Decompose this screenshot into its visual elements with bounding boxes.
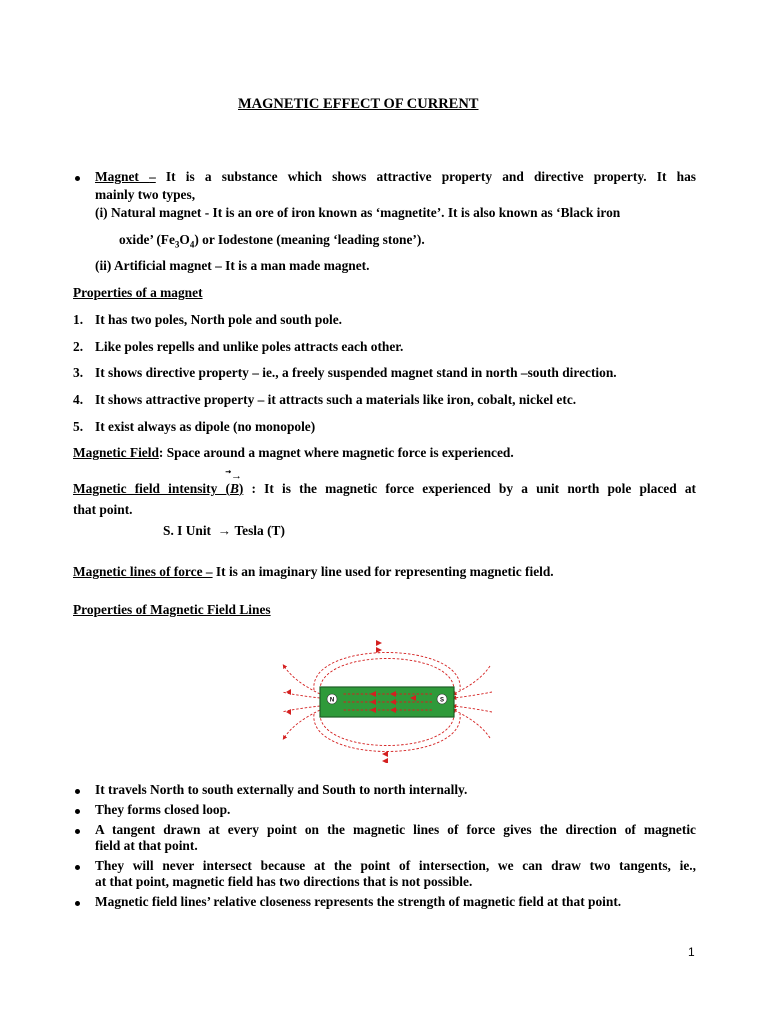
south-pole-label: S — [439, 697, 445, 704]
field-line-property-line: Magnetic field lines’ relative closeness represents the strength of magnetic field at that point. — [95, 894, 622, 909]
magnetic-field-term: Magnetic Field — [73, 445, 159, 460]
field-line-property-line: They will never intersect because at the point of intersection, we can draw two tangents, ie., — [95, 858, 696, 873]
north-pole-label: N — [329, 697, 335, 704]
si-unit-value: Tesla (T) — [234, 523, 285, 538]
page-number: 1 — [688, 945, 695, 959]
subscript-4: 4 — [189, 239, 195, 250]
bullet-dot — [75, 176, 80, 181]
si-unit-label: S. I Unit — [163, 523, 211, 538]
b-vector-symbol — [229, 470, 242, 496]
magnetic-field-text: : Space around a magnet where magnetic force is experienced. — [158, 445, 514, 460]
bullet-dot — [75, 789, 80, 794]
magnet-types-intro: mainly two types, — [95, 187, 196, 202]
natural-text-c: ) or Iodestone (meaning ‘leading stone’). — [194, 232, 425, 247]
lines-of-force-text: It is an imaginary line used for representing magnetic field. — [212, 564, 554, 579]
magnet-definition — [95, 169, 696, 185]
property-item: It has two poles, North pole and south pole. — [95, 312, 343, 327]
page-title: MAGNETIC EFFECT OF CURRENT — [238, 96, 479, 112]
magnet-dash: – — [149, 169, 156, 184]
property-item: It exist always as dipole (no monopole) — [95, 419, 316, 434]
natural-text-a: oxide’ (Fe — [119, 232, 175, 247]
property-item: It shows attractive property – it attracts such a materials like iron, cobalt, nickel etc. — [95, 392, 577, 407]
natural-magnet-line1: (i) Natural magnet - It is an ore of iron known as ‘magnetite’. It is also known as ‘Black iron — [95, 205, 621, 220]
bullet-dot — [75, 809, 80, 814]
properties-heading: Properties of a magnet — [73, 285, 203, 300]
field-line-property-line: A tangent drawn at every point on the magnetic lines of force gives the direction of magnetic — [95, 822, 696, 837]
property-number: 3. — [73, 365, 84, 380]
property-item: Like poles repells and unlike poles attracts each other. — [95, 339, 404, 354]
property-item: It shows directive property – ie., a freely suspended magnet stand in north –south direction. — [95, 365, 617, 380]
b-symbol: B — [229, 481, 239, 496]
field-lines-heading: Properties of Magnetic Field Lines — [73, 602, 271, 617]
property-number: 2. — [73, 339, 84, 354]
field-line-property-line: It travels North to south externally and South to north internally. — [95, 782, 468, 797]
intensity-term-a: Magnetic field intensity ( — [73, 481, 230, 496]
bar-magnet-diagram — [282, 638, 492, 763]
field-intensity-line2: that point. — [73, 502, 133, 517]
natural-text-b: O — [179, 232, 190, 247]
magnet-definition-text: It is a substance which shows attractive property and directive property. It has — [155, 169, 697, 184]
property-number: 1. — [73, 312, 84, 327]
artificial-magnet: (ii) Artificial magnet – It is a man made magnet. — [95, 258, 370, 273]
bullet-dot — [75, 865, 80, 870]
intensity-term-b: ) — [238, 481, 244, 496]
vector-arrow-icon: ⃗→ — [230, 470, 242, 482]
field-intensity-term — [73, 470, 244, 496]
field-intensity-text: : It is the magnetic force experienced by a unit north pole placed at — [243, 481, 696, 496]
lines-of-force-term: Magnetic lines of force – — [73, 564, 213, 579]
bullet-dot — [75, 829, 80, 834]
lines-of-force-definition — [73, 564, 554, 580]
property-number: 5. — [73, 419, 84, 434]
magnet-term: Magnet — [95, 169, 150, 184]
natural-magnet-line2 — [119, 232, 425, 250]
right-arrow-icon: → — [217, 523, 232, 538]
field-line-property-line: They forms closed loop. — [95, 802, 231, 817]
subscript-3: 3 — [174, 239, 180, 250]
field-intensity-definition — [73, 470, 696, 497]
bullet-dot — [75, 901, 80, 906]
field-line-property-line: at that point, magnetic field has two directions that is not possible. — [95, 874, 473, 889]
magnetic-field-definition — [73, 445, 514, 461]
si-unit-line — [163, 523, 285, 539]
field-line-property-line: field at that point. — [95, 838, 198, 853]
property-number: 4. — [73, 392, 84, 407]
